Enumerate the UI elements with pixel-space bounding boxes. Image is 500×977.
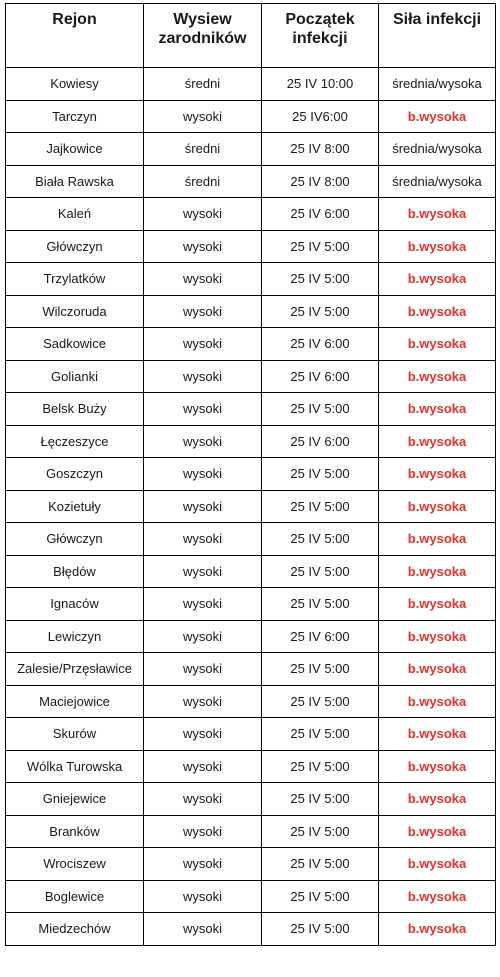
cell-infection-strength: b.wysoka [379, 653, 496, 686]
cell-infection-strength: b.wysoka [379, 198, 496, 231]
cell-infection-start: 25 IV 6:00 [262, 620, 379, 653]
cell-region: Kaleń [6, 198, 144, 231]
cell-infection-start: 25 IV 6:00 [262, 328, 379, 361]
cell-region: Miedzechów [6, 913, 144, 946]
table-row [6, 360, 496, 393]
cell-region: Kozietuły [6, 490, 144, 523]
cell-infection-strength: średnia/wysoka [379, 165, 496, 198]
cell-region: Goszczyn [6, 458, 144, 491]
cell-infection-strength: b.wysoka [379, 490, 496, 523]
cell-infection-start: 25 IV 5:00 [262, 815, 379, 848]
cell-infection-strength: b.wysoka [379, 750, 496, 783]
cell-spore-release: wysoki [144, 880, 262, 913]
table-row [6, 295, 496, 328]
cell-infection-start: 25 IV 5:00 [262, 490, 379, 523]
table-row [6, 133, 496, 166]
cell-region: Lewiczyn [6, 620, 144, 653]
cell-spore-release: wysoki [144, 198, 262, 231]
cell-infection-strength: b.wysoka [379, 685, 496, 718]
cell-infection-strength: b.wysoka [379, 230, 496, 263]
cell-region: Wilczoruda [6, 295, 144, 328]
table-body [6, 68, 496, 946]
cell-spore-release: wysoki [144, 295, 262, 328]
cell-region: Biała Rawska [6, 165, 144, 198]
cell-infection-start: 25 IV 6:00 [262, 360, 379, 393]
cell-infection-start: 25 IV 6:00 [262, 198, 379, 231]
table-row [6, 198, 496, 231]
table-row [6, 393, 496, 426]
cell-infection-strength: b.wysoka [379, 393, 496, 426]
cell-spore-release: wysoki [144, 555, 262, 588]
cell-spore-release: wysoki [144, 328, 262, 361]
cell-infection-start: 25 IV 5:00 [262, 848, 379, 881]
cell-infection-start: 25 IV 5:00 [262, 783, 379, 816]
cell-spore-release: wysoki [144, 913, 262, 946]
cell-infection-strength: b.wysoka [379, 425, 496, 458]
table-row [6, 555, 496, 588]
table-row [6, 848, 496, 881]
table-row [6, 490, 496, 523]
cell-spore-release: wysoki [144, 750, 262, 783]
table-row [6, 588, 496, 621]
cell-infection-strength: b.wysoka [379, 848, 496, 881]
table-row [6, 750, 496, 783]
cell-infection-strength: b.wysoka [379, 913, 496, 946]
cell-infection-strength: b.wysoka [379, 815, 496, 848]
cell-spore-release: wysoki [144, 815, 262, 848]
cell-region: Łęczeszyce [6, 425, 144, 458]
header-region: Rejon [6, 4, 144, 68]
cell-infection-strength: średnia/wysoka [379, 133, 496, 166]
table-row [6, 263, 496, 296]
cell-spore-release: wysoki [144, 458, 262, 491]
cell-region: Maciejowice [6, 685, 144, 718]
table-row [6, 620, 496, 653]
header-infection-strength: Siła infekcji [379, 4, 496, 68]
table-row [6, 653, 496, 686]
table-row [6, 230, 496, 263]
cell-region: Jajkowice [6, 133, 144, 166]
cell-region: Trzylatków [6, 263, 144, 296]
cell-infection-strength: b.wysoka [379, 718, 496, 751]
cell-infection-start: 25 IV 5:00 [262, 653, 379, 686]
cell-infection-strength: b.wysoka [379, 458, 496, 491]
cell-region: Sadkowice [6, 328, 144, 361]
cell-spore-release: wysoki [144, 490, 262, 523]
cell-infection-start: 25 IV 5:00 [262, 750, 379, 783]
cell-infection-strength: b.wysoka [379, 263, 496, 296]
cell-region: Branków [6, 815, 144, 848]
cell-region: Ignaców [6, 588, 144, 621]
cell-region: Golianki [6, 360, 144, 393]
table-row [6, 880, 496, 913]
table-row [6, 165, 496, 198]
table-row [6, 685, 496, 718]
cell-spore-release: średni [144, 68, 262, 101]
cell-region: Wrociszew [6, 848, 144, 881]
cell-infection-start: 25 IV 5:00 [262, 295, 379, 328]
cell-region: Główczyn [6, 523, 144, 556]
cell-infection-strength: b.wysoka [379, 523, 496, 556]
cell-region: Główczyn [6, 230, 144, 263]
cell-infection-strength: b.wysoka [379, 100, 496, 133]
header-row [6, 4, 496, 68]
table-row [6, 328, 496, 361]
table-row [6, 815, 496, 848]
cell-spore-release: wysoki [144, 523, 262, 556]
table-row [6, 100, 496, 133]
cell-infection-strength: b.wysoka [379, 360, 496, 393]
cell-spore-release: wysoki [144, 588, 262, 621]
cell-spore-release: wysoki [144, 360, 262, 393]
cell-infection-strength: b.wysoka [379, 555, 496, 588]
cell-infection-strength: b.wysoka [379, 328, 496, 361]
cell-infection-strength: b.wysoka [379, 620, 496, 653]
table-header [6, 4, 496, 68]
cell-spore-release: wysoki [144, 425, 262, 458]
cell-spore-release: wysoki [144, 718, 262, 751]
cell-region: Skurów [6, 718, 144, 751]
cell-infection-start: 25 IV 5:00 [262, 588, 379, 621]
cell-infection-start: 25 IV6:00 [262, 100, 379, 133]
cell-region: Boglewice [6, 880, 144, 913]
cell-infection-start: 25 IV 5:00 [262, 555, 379, 588]
table-row [6, 68, 496, 101]
table-row [6, 458, 496, 491]
cell-spore-release: wysoki [144, 685, 262, 718]
cell-infection-start: 25 IV 8:00 [262, 133, 379, 166]
cell-spore-release: wysoki [144, 783, 262, 816]
cell-infection-start: 25 IV 5:00 [262, 685, 379, 718]
cell-region: Wólka Turowska [6, 750, 144, 783]
cell-spore-release: średni [144, 165, 262, 198]
cell-infection-strength: b.wysoka [379, 783, 496, 816]
cell-spore-release: wysoki [144, 620, 262, 653]
cell-infection-start: 25 IV 8:00 [262, 165, 379, 198]
cell-spore-release: wysoki [144, 653, 262, 686]
table-row [6, 718, 496, 751]
cell-infection-start: 25 IV 5:00 [262, 718, 379, 751]
cell-infection-strength: b.wysoka [379, 295, 496, 328]
cell-infection-strength: b.wysoka [379, 880, 496, 913]
header-spore-release: Wysiew zarodników [144, 4, 262, 68]
cell-spore-release: wysoki [144, 393, 262, 426]
cell-infection-start: 25 IV 5:00 [262, 523, 379, 556]
table-row [6, 913, 496, 946]
cell-spore-release: wysoki [144, 100, 262, 133]
cell-spore-release: wysoki [144, 848, 262, 881]
cell-spore-release: średni [144, 133, 262, 166]
cell-infection-start: 25 IV 5:00 [262, 263, 379, 296]
table-row [6, 425, 496, 458]
cell-infection-start: 25 IV 5:00 [262, 880, 379, 913]
cell-infection-start: 25 IV 6:00 [262, 425, 379, 458]
infection-table [5, 3, 496, 946]
cell-spore-release: wysoki [144, 263, 262, 296]
cell-region: Belsk Buży [6, 393, 144, 426]
cell-infection-start: 25 IV 5:00 [262, 393, 379, 426]
cell-infection-start: 25 IV 5:00 [262, 458, 379, 491]
table-row [6, 783, 496, 816]
cell-infection-strength: średnia/wysoka [379, 68, 496, 101]
cell-infection-start: 25 IV 5:00 [262, 913, 379, 946]
cell-region: Zalesie/Przęsławice [6, 653, 144, 686]
cell-region: Błędów [6, 555, 144, 588]
header-infection-start: Początek infekcji [262, 4, 379, 68]
cell-region: Kowiesy [6, 68, 144, 101]
cell-infection-start: 25 IV 5:00 [262, 230, 379, 263]
table-row [6, 523, 496, 556]
cell-spore-release: wysoki [144, 230, 262, 263]
cell-region: Gniejewice [6, 783, 144, 816]
cell-region: Tarczyn [6, 100, 144, 133]
cell-infection-strength: b.wysoka [379, 588, 496, 621]
cell-infection-start: 25 IV 10:00 [262, 68, 379, 101]
